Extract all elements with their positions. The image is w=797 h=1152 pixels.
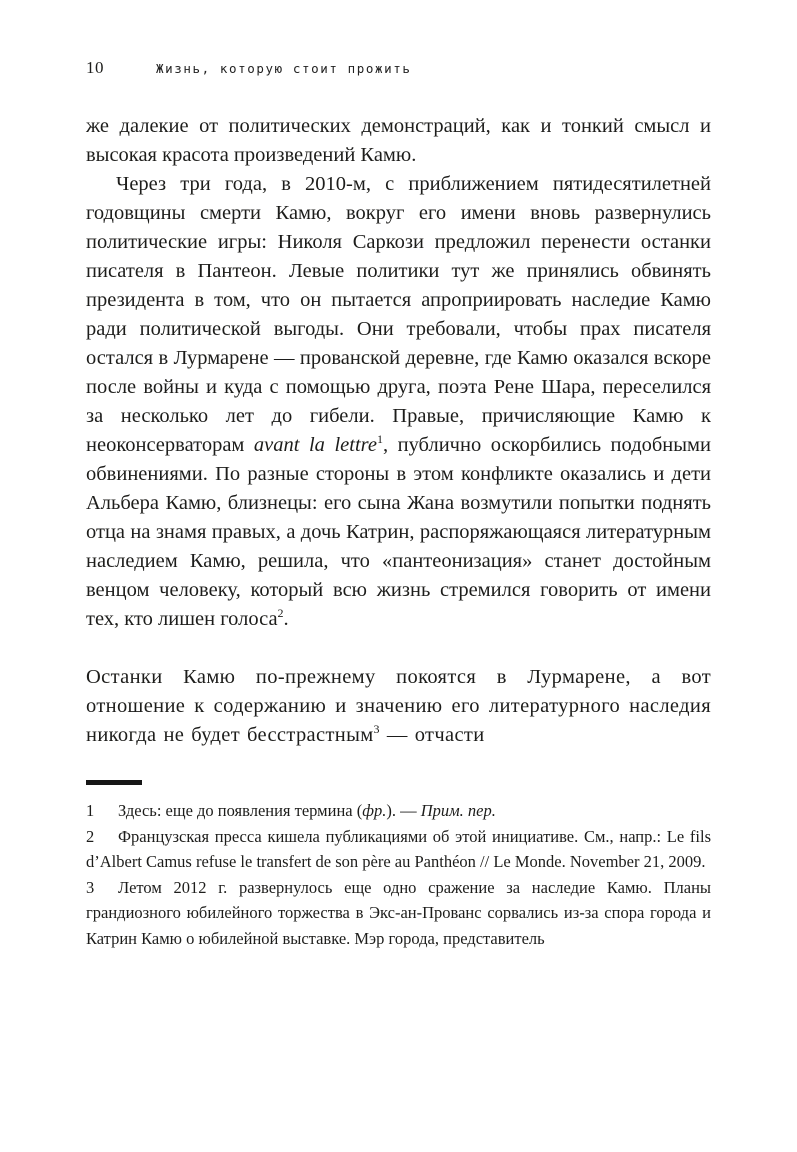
footnotes-section (86, 798, 711, 951)
footnote-ref-2: 2 (277, 606, 284, 621)
footnote-1 (86, 798, 711, 824)
paragraph-text: , публично оскорбились подобными обвинениями. По разные стороны в этом конфликте оказались и дети Альбера Камю, близнецы: его сына Жана возмутили попытки поднять отца на знамя правых, а дочь Катрин, распоряжающаяся литературным наследием Камю, решила, что «пантеонизация» станет достойным венцом человеку, который всю жизнь стремился говорить от имени тех, кто лишен голоса (86, 434, 711, 630)
footnote-2 (86, 824, 711, 875)
footnote-italic: фр. (362, 801, 387, 820)
paragraph-text: . (283, 608, 289, 630)
footnote-marker: 2 (86, 826, 95, 846)
footnote-text: ). — (386, 801, 421, 820)
footnote-ref-3: 3 (373, 722, 380, 737)
paragraph-text: Через три года, в 2010-м, с приближением пятидесятилетней годовщины смерти Камю, вокруг его имени вновь развернулись политические игры: Николя Саркози предложил перенести останки писателя в Пантеон. Левые политики тут же принялись обвинять президента в том, что он пытается апроприировать наследие Камю ради политической выгоды. Они требовали, чтобы прах писателя остался в Лурмарене — прованской деревне, где Камю оказался вскоре после войны и куда с помощью друга, поэта Рене Шара, переселился за несколько лет до гибели. Правые, причисляющие Камю к неоконсерваторам (86, 173, 711, 456)
footnote-text: Летом 2012 г. развернулось еще одно сражение за наследие Камю. Планы грандиозного юбилейного торжества в Экс-ан-Прованс сорвались из-за спора города и Катрин Камю о юбилейной выставке. Мэр города, представитель (86, 877, 711, 948)
footnote-marker: 1 (86, 801, 95, 820)
italic-phrase: avant la lettre (253, 434, 377, 456)
footnote-separator-rule (86, 780, 142, 785)
footnote-3 (86, 875, 711, 952)
paragraph-continuation: же далекие от политических демонстраций, как и тонкий смысл и высокая красота произведений Камю. (86, 115, 711, 166)
footnote-ref-1: 1 (376, 432, 383, 447)
footnote-italic: Прим. пер. (420, 801, 496, 820)
paragraph-text: Останки Камю по-прежнему покоятся в Лурмарене, а вот отношение к содержанию и значению его литературного наследия никогда не будет бесстрастным (86, 666, 711, 746)
page-number: 10 (86, 58, 104, 77)
paragraph-new-section (86, 663, 711, 750)
body-text (86, 112, 711, 750)
footnote-text: Французская пресса кишела публикациями об этой инициативе. См., напр.: Le fils d’Albert Camus refuse le transfert de son père au Panthéon // Le Monde. November 21, 2009. (86, 826, 711, 871)
running-header (86, 58, 711, 78)
paragraph-main (86, 170, 711, 634)
footnote-marker: 3 (86, 877, 95, 897)
paragraph-text: — отчасти (379, 724, 485, 746)
footnote-text: Здесь: еще до появления термина ( (118, 801, 363, 820)
running-title: Жизнь, которую стоит прожить (156, 61, 412, 76)
